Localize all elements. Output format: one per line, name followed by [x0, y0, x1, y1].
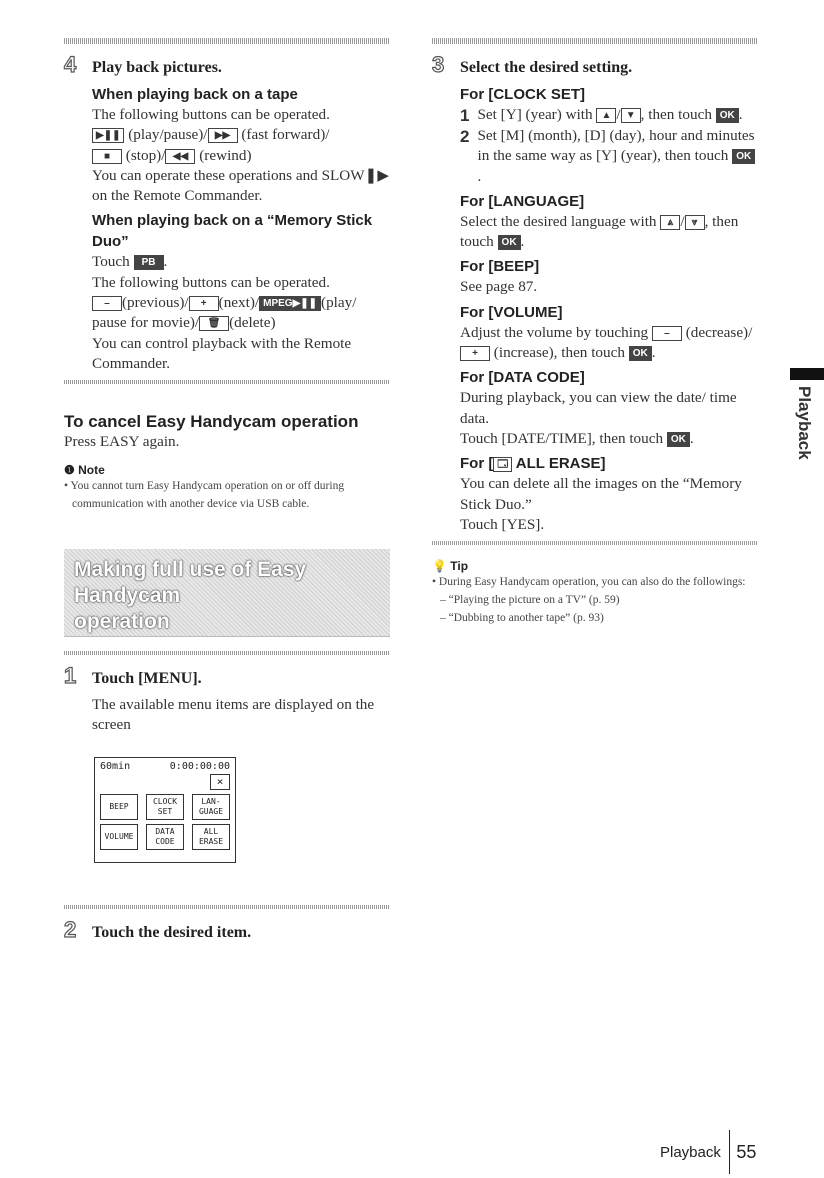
menu-item-volume: VOLUME — [100, 824, 138, 850]
stop-button-icon: ■ — [92, 149, 122, 164]
step-1-heading — [64, 663, 390, 689]
chapter-side-tab — [790, 368, 824, 518]
menu-item-data-code: DATA CODE — [146, 824, 184, 850]
touch-pb-line: Touch PB . — [92, 253, 168, 271]
up-arrow-button-icon: ▲ — [596, 108, 616, 123]
next-button-icon: + — [189, 296, 219, 311]
lightbulb-icon: 💡 — [432, 559, 451, 574]
memory-stick-subheading: When playing back on a “Memory Stick Duo” — [92, 212, 373, 251]
left-column — [64, 38, 390, 949]
clock-step-1: 1 Set [Y] (year) with ▲ / ▼ , then touch OK . — [460, 106, 743, 125]
menu-item-beep: BEEP — [100, 794, 138, 820]
section-rule — [64, 38, 390, 44]
section-rule — [64, 905, 390, 909]
beep-heading: For [BEEP] — [460, 258, 540, 276]
volume-heading: For [VOLUME] — [460, 303, 563, 321]
side-tab-bar — [790, 368, 824, 380]
menu-item-clock-set: CLOCK SET — [146, 794, 184, 820]
down-arrow-button-icon: ▼ — [621, 108, 641, 123]
page-footer — [660, 1130, 756, 1174]
step-title: Play back pictures. — [92, 59, 222, 76]
cancel-heading: To cancel Easy Handycam operation — [64, 412, 359, 432]
ok-button-icon: OK — [667, 432, 690, 447]
step-2-heading — [64, 917, 390, 943]
pb-button-icon: PB — [134, 255, 164, 270]
tape-buttons: ▶❚❚ (play/pause)/ ▶▶ (fast forward)/ ■ (stop)/ ◀◀ (rewind) — [92, 125, 390, 166]
beep-body: See page 87. — [460, 278, 538, 296]
step-number: 3 — [432, 52, 445, 77]
page-number: 55 — [736, 1141, 757, 1162]
timecode: 0:00:00:00 — [169, 761, 230, 773]
mpeg-play-button-icon: MPEG▶❚❚ — [259, 296, 321, 311]
menu-item-all-erase: ALL ERASE — [192, 824, 230, 850]
note-icon: ❶ — [64, 462, 79, 477]
section-banner: Making full use of Easy Handycam operation — [64, 549, 390, 637]
cancel-body: Press EASY again. — [64, 433, 180, 451]
step-4-heading — [64, 52, 390, 78]
section-rule — [432, 541, 758, 545]
plus-button-icon: + — [460, 346, 490, 361]
tape-subheading: When playing back on a tape — [92, 86, 298, 103]
ok-button-icon: OK — [732, 149, 755, 164]
step-title: Touch [MENU]. — [92, 669, 202, 687]
rewind-button-icon: ◀◀ — [165, 149, 195, 164]
section-rule — [64, 380, 390, 384]
menu-screen-illustration — [94, 757, 236, 863]
minus-button-icon: – — [652, 326, 682, 341]
all-erase-heading: For [ 🗔 ALL ERASE] — [460, 455, 606, 473]
ms-remote-text: You can control playback with the Remote Commander. — [92, 334, 352, 372]
clock-set-heading: For [CLOCK SET] — [460, 86, 585, 103]
data-code-heading: For [DATA CODE] — [460, 369, 585, 387]
right-column — [432, 38, 758, 627]
scroll-up-button-icon: ⩓ — [660, 215, 680, 230]
memory-card-icon: 🗔 — [493, 457, 512, 472]
close-icon: × — [210, 774, 230, 790]
tip-intro: • During Easy Handycam operation, you can also do the followings: — [432, 576, 746, 589]
scroll-down-button-icon: ⩔ — [685, 215, 705, 230]
all-erase-touch: Touch [YES]. — [460, 515, 545, 533]
data-code-body: During playback, you can view the date/ time data. — [460, 389, 737, 427]
ok-button-icon: OK — [629, 346, 652, 361]
step-number: 1 — [64, 662, 77, 688]
tape-intro: The following buttons can be operated. — [92, 106, 330, 123]
note-heading: ❶ Note — [64, 462, 105, 477]
language-body: Select the desired language with ⩓ / ⩔ , then touch OK . — [460, 212, 739, 251]
tip-item-2: – “Dubbing to another tape” (p. 93) — [440, 612, 604, 625]
previous-button-icon: – — [92, 296, 122, 311]
section-rule — [64, 651, 390, 655]
footer-section-label: Playback — [660, 1143, 721, 1161]
tip-heading: 💡 Tip — [432, 559, 469, 574]
clock-step-2: 2 Set [M] (month), [D] (day), hour and minutes in the same way as [Y] (year), then touch OK. — [460, 127, 755, 185]
side-tab-label: Playback — [795, 386, 814, 460]
step-title: Touch the desired item. — [92, 924, 252, 942]
language-heading: For [LANGUAGE] — [460, 192, 585, 210]
ok-button-icon: OK — [498, 235, 521, 250]
data-code-touch: Touch [DATE/TIME], then touch OK . — [460, 429, 694, 447]
menu-item-language: LAN-GUAGE — [192, 794, 230, 820]
step-title: Select the desired setting. — [460, 59, 633, 76]
ok-button-icon: OK — [716, 108, 739, 123]
volume-body: Adjust the volume by touching – (decrease)/+ (increase), then touch OK . — [460, 323, 753, 362]
ms-buttons: – (previous)/ + (next)/ MPEG▶❚❚ (play/ pause for movie)/ 🗑 (delete) — [92, 294, 357, 332]
step-number: 2 — [64, 917, 77, 943]
step-3-heading — [432, 52, 758, 78]
step-1-body: The available menu items are displayed on the screen — [92, 695, 375, 733]
all-erase-body: You can delete all the images on the “Memory Stick Duo.” — [460, 475, 742, 513]
step-number: 4 — [64, 52, 77, 77]
ms-intro: The following buttons can be operated. — [92, 273, 330, 291]
play-pause-button-icon: ▶❚❚ — [92, 128, 124, 143]
note-body: • You cannot turn Easy Handycam operation on or off during communication with another device via USB cable. — [64, 479, 345, 510]
delete-button-icon: 🗑 — [199, 316, 229, 331]
fast-forward-button-icon: ▶▶ — [208, 128, 238, 143]
section-rule — [432, 38, 758, 44]
footer-divider — [729, 1130, 731, 1174]
tape-remote-text: You can operate these operations and SLOW❚▶ on the Remote Commander. — [92, 166, 390, 205]
tip-item-1: – “Playing the picture on a TV” (p. 59) — [440, 594, 620, 607]
battery-indicator: 60min — [100, 761, 131, 773]
